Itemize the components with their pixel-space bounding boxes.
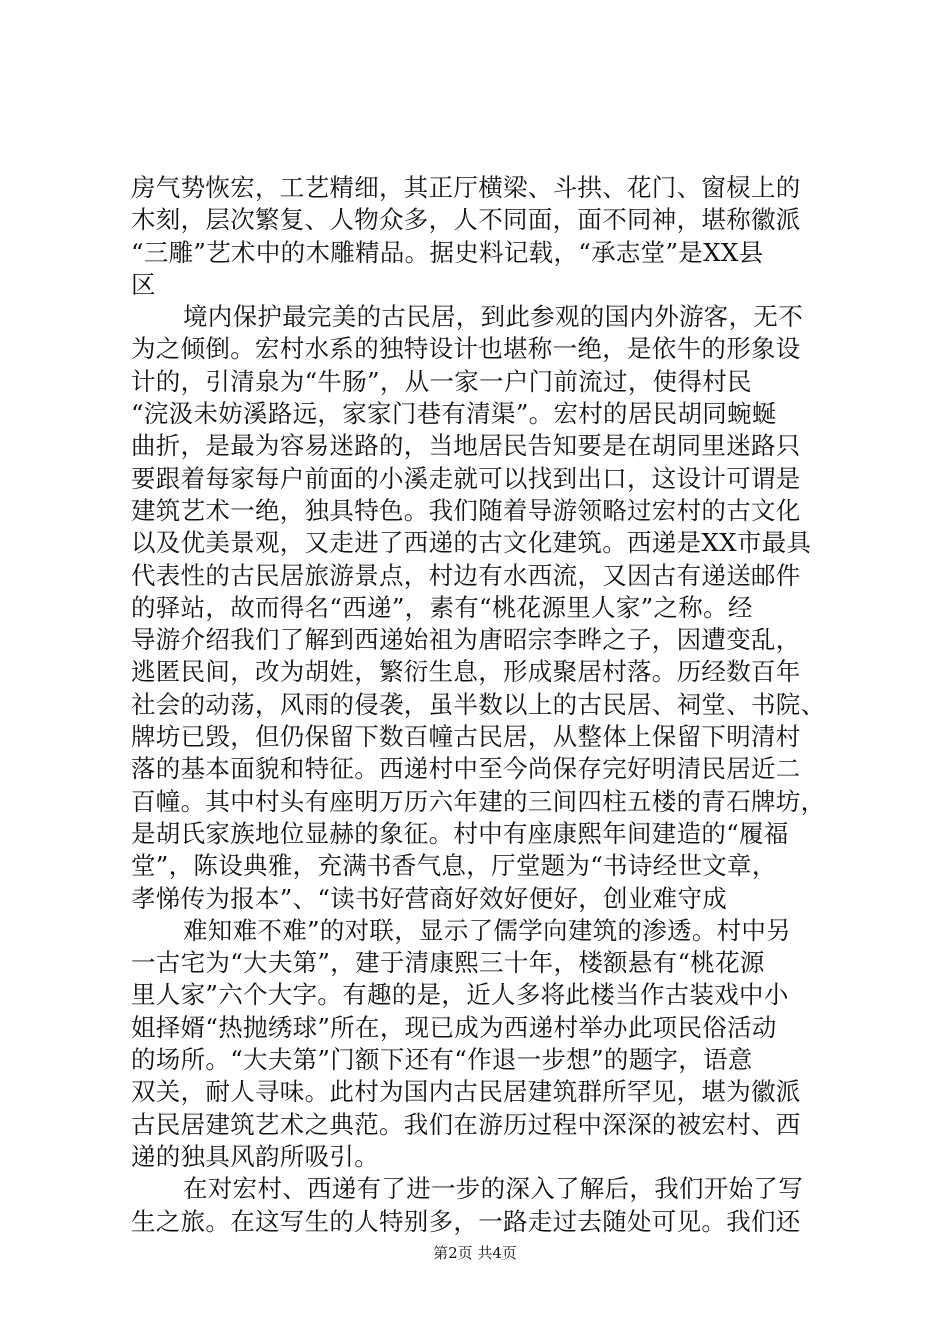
text-line: “浣汲未妨溪路远，家家门巷有清渠”。宏村的居民胡同蜿蜒 xyxy=(131,399,777,429)
text-line: 计的，引清泉为“牛肠”，从一家一户门前流过，使得村民 xyxy=(131,366,752,396)
text-line: 双关，耐人寻味。此村为国内古民居建筑群所罕见，堪为徽派 xyxy=(131,1077,801,1107)
text-line: 一古宅为“大夫第”，建于清康熙三十年，楼额悬有“桃花源 xyxy=(131,948,765,978)
text-line: 是胡氏家族地位显赫的象征。村中有座康熙年间建造的“履福 xyxy=(131,818,789,848)
text-line: 区 xyxy=(131,269,156,299)
text-line: 姐择婿“热抛绣球”所在，现已成为西递村举办此项民俗活动 xyxy=(131,1012,777,1042)
text-line: 生之旅。在这写生的人特别多，一路走过去随处可见。我们还 xyxy=(131,1206,801,1236)
text-line: 社会的动荡，风雨的侵袭，虽半数以上的古民居、祠堂、书院、 xyxy=(131,689,826,719)
text-line: 难知难不难”的对联，显示了儒学向建筑的渗透。村中另 xyxy=(183,915,792,945)
text-line: 里人家”六个大字。有趣的是，近人多将此楼当作古装戏中小 xyxy=(131,980,789,1010)
text-line: 递的独具风韵所吸引。 xyxy=(131,1141,379,1171)
text-line: 导游介绍我们了解到西递始祖为唐昭宗李晔之子，因遭变乱， xyxy=(131,625,801,655)
text-line: 落的基本面貌和特征。西递村中至今尚保存完好明清民居近二 xyxy=(131,754,801,784)
text-line: 古民居建筑艺术之典范。我们在游历过程中深深的被宏村、西 xyxy=(131,1109,801,1139)
page-footer: 第2页 共4页 xyxy=(433,1244,517,1262)
text-line: 以及优美景观，又走进了西递的古文化建筑。西递是XX市最具 xyxy=(131,528,812,558)
text-line: 百幢。其中村头有座明万历六年建的三间四柱五楼的青石牌坊， xyxy=(131,786,826,816)
text-line: 境内保护最完美的古民居，到此参观的国内外游客，无不 xyxy=(183,302,803,332)
text-line: 堂”，陈设典雅，充满书香气息，厅堂题为“书诗经世文章， xyxy=(131,851,777,881)
text-line: 曲折，是最为容易迷路的，当地居民告知要是在胡同里迷路只 xyxy=(131,431,801,461)
document-body xyxy=(131,172,831,1238)
text-line: 孝悌传为报本”、“读书好营商好效好便好，创业难守成 xyxy=(131,883,728,913)
text-line: 为之倾倒。宏村水系的独特设计也堪称一绝，是依牛的形象设 xyxy=(131,334,801,364)
text-line: 在对宏村、西递有了进一步的深入了解后，我们开始了写 xyxy=(183,1174,803,1204)
text-line: 牌坊已毁，但仍保留下数百幢古民居，从整体上保留下明清村 xyxy=(131,722,801,752)
text-line: 逃匿民间，改为胡姓，繁衍生息，形成聚居村落。历经数百年 xyxy=(131,657,801,687)
text-line: 的场所。“大夫第”门额下还有“作退一步想”的题字，语意 xyxy=(131,1045,753,1075)
text-line: 代表性的古民居旅游景点，村边有水西流，又因古有递送邮件 xyxy=(131,560,801,590)
text-line: 房气势恢宏，工艺精细，其正厅横梁、斗拱、花门、窗棂上的 xyxy=(131,173,801,202)
text-line: 木刻，层次繁复、人物众多，人不同面，面不同神，堪称徽派 xyxy=(131,205,801,235)
text-line: 建筑艺术一绝，独具特色。我们随着导游领略过宏村的古文化 xyxy=(131,495,801,525)
text-line: 要跟着每家每户前面的小溪走就可以找到出口，这设计可谓是 xyxy=(131,463,801,493)
text-line: “三雕”艺术中的木雕精品。据史料记载，“承志堂”是XX县 xyxy=(131,237,764,267)
text-line: 的驿站，故而得名“西递”，素有“桃花源里人家”之称。经 xyxy=(131,592,753,622)
